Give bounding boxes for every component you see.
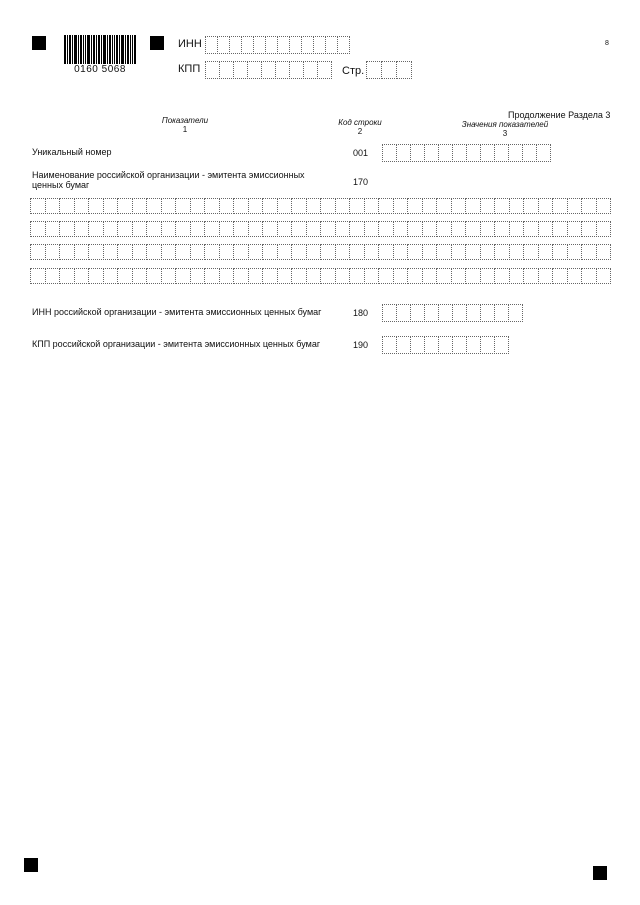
section-title: Продолжение Раздела 3 — [508, 110, 611, 120]
issuer-name-cells-row-4[interactable] — [30, 268, 610, 284]
inn-label: ИНН — [178, 38, 202, 50]
kpp-label: КПП — [178, 63, 201, 75]
page-number: 8 — [605, 40, 609, 47]
row-label-unique-number: Уникальный номер — [32, 147, 112, 157]
column-number-1: 1 — [182, 125, 188, 134]
barcode-number: 0160 5068 — [64, 64, 136, 75]
row-label-issuer-kpp: КПП российской организации - эмитента эмиссионных ценных бумаг — [32, 339, 321, 349]
unique-number-cells[interactable] — [382, 144, 557, 162]
registration-marker-top-left — [32, 36, 46, 50]
row-code-190: 190 — [353, 340, 369, 350]
issuer-name-cells-row-3[interactable] — [30, 244, 610, 260]
column-header-values: Значения показателей — [461, 120, 549, 129]
row-code-001: 001 — [353, 148, 369, 158]
issuer-name-cells-row-1[interactable] — [30, 198, 610, 214]
inn-cells[interactable] — [205, 36, 355, 54]
column-number-2: 2 — [357, 127, 363, 136]
page-label: Стр. — [342, 65, 365, 77]
row-label-issuer-name: Наименование российской организации - эмитента эмиссионных ценных бумаг — [32, 170, 305, 190]
row-code-180: 180 — [353, 308, 369, 318]
page-cells[interactable] — [366, 61, 412, 79]
row-label-issuer-inn: ИНН российской организации - эмитента эмиссионных ценных бумаг — [32, 307, 322, 317]
registration-marker-top-middle — [150, 36, 164, 50]
registration-marker-bottom-left — [24, 858, 38, 872]
column-number-3: 3 — [502, 129, 508, 138]
column-header-indicators: Показатели — [161, 116, 209, 125]
column-header-line-code: Код строки — [338, 118, 382, 127]
issuer-kpp-cells[interactable] — [382, 336, 512, 354]
kpp-cells[interactable] — [205, 61, 335, 79]
row-code-170: 170 — [353, 177, 369, 187]
registration-marker-bottom-right — [593, 866, 607, 880]
issuer-name-cells-row-2[interactable] — [30, 221, 610, 237]
issuer-inn-cells[interactable] — [382, 304, 528, 322]
